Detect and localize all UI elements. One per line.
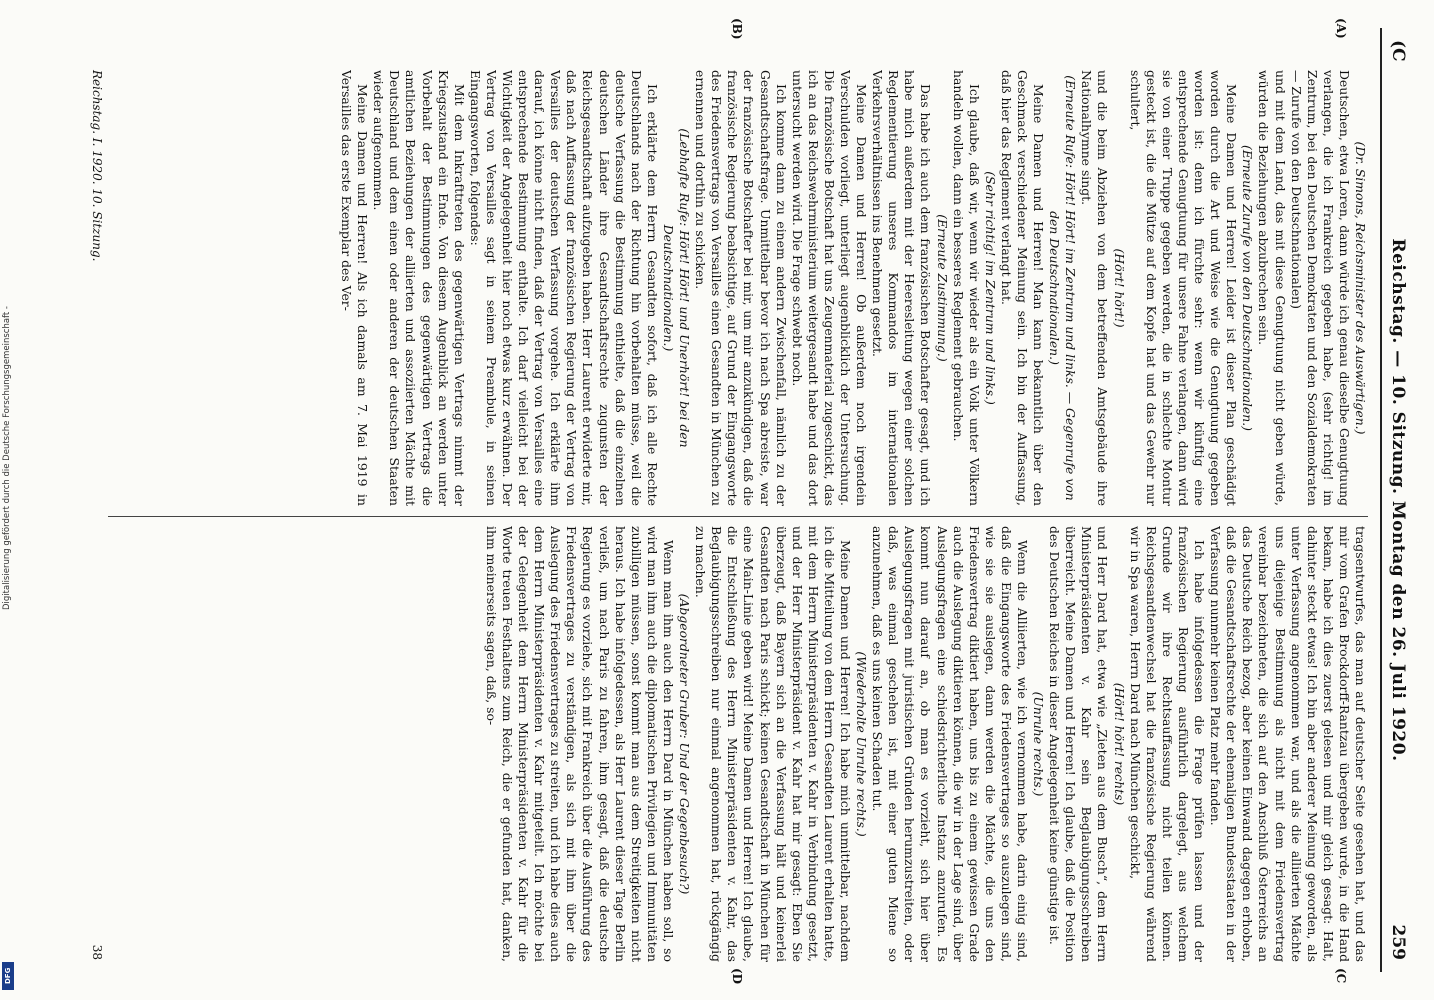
interjection: (Erneute Zustimmung.) bbox=[934, 214, 950, 362]
interjection: (Hört! hört!) bbox=[1111, 248, 1127, 328]
interjection: (Abgeordneter Gruber: Und der Gegenbesuch?) bbox=[677, 593, 693, 895]
paragraph: Wenn man ihm auch den Herrn Dard in München haben soll, so wird man ihm auch die diplomatischen Privilegien und Immunitäten zubilligen müssen, sonst kommt man aus dem Streitigkeiten nicht heraus. Ich habe infolgedessen, als Herr Laurent dieser Tage Berlin verließ, um nach Paris zu fahren, ihm gesagt, daß die deutsche Regierung es vorziehe, sich mit Frankreich über die Ausführung des Friedensvertrages zu verständigen, als sich mit ihm über die Auslegung des Friedensvertrages zu streiten, und ich habe dies auch dem Herrn Ministerpräsidenten v. Kahr mitgeteilt. Ich möchte bei der Gelegenheit dem Herrn Ministerpräsidenten v. Kahr für die Worte treuen Festhaltens zum Reich, die er gefunden hat, danken, ihm meinerseits sagen, daß, so- bbox=[483, 526, 676, 962]
paragraph: und die beim Abziehen von dem betreffenden Amtsgebäude ihre Nationalhymne singt. bbox=[1079, 70, 1111, 506]
interjection: (Lebhafte Rufe: Hört! Hört! und Unerhört! bei den Deutschnationalen.) bbox=[660, 128, 693, 448]
margin-mark-c: (C bbox=[1334, 968, 1348, 984]
page-footer-signature: Reichstag. I. 1920. 10. Sitzung. bbox=[90, 70, 104, 262]
header-title: Reichstag. — 10. Sitzung. Montag den 26. Juli 1920. bbox=[1388, 238, 1408, 762]
paragraph: und mit dem Land, das mit diese Genugtuung nicht geben würde, würden die Beziehungen abzubrechen sein. bbox=[1256, 70, 1288, 506]
paragraph: Mit dem Inkrafttreten des gegenwärtigen Vertrags nimmt der Kriegszustand ein Ende. Von diesem Augenblick an werden unter Vorbehalt der Bestimmungen des gegenwärtigen Vertrags die amtlichen Beziehungen der alliierten und assoziierten Mächte mit Deutschland und dem einen oder anderen der deutschen Staaten wieder aufgenommen. bbox=[371, 70, 467, 506]
header-rule bbox=[1380, 28, 1382, 972]
paragraph: Wenn die Alliierten, wie ich vernommen habe, darin einig sind, daß die Eingangsworte des Friedensvertrages so auszulegen sind, wie sie sie auslegen, dann werden die Mächte, die uns den Friedensvertrag diktiert haben, uns bis zu einem gewissen Grade auch die Auslegung diktieren können, die wir in der Lage sind, über Auslegungsfragen eine schiedsrichterliche Instanz anzurufen. Es kommt nun darauf an, ob man es vorzieht, sich hier über Auslegungsfragen mit juristischen Gründen herumzustreiten, oder daß, was einmal geschehen ist, mit einer guten Miene so anzunehmen, daß es uns keinen Schaden tut. bbox=[870, 526, 1031, 962]
interjection: (Sehr richtig! im Zentrum und links.) bbox=[982, 171, 998, 405]
interjection: (Erneute Zurufe von den Deutschnationalen.) bbox=[1240, 145, 1256, 431]
interjection: (Dr. Simons, Reichsminister des Auswärtigen.) bbox=[1353, 141, 1368, 435]
left-text-column bbox=[118, 70, 1368, 506]
margin-mark-b: (B) bbox=[730, 18, 744, 40]
page-footer-number: 38 bbox=[90, 944, 104, 960]
margin-mark-a: (A) bbox=[1334, 18, 1348, 39]
paragraph: Ich habe infolgedessen die Frage prüfen lassen und der französischen Regierung ausführlich dargelegt, aus welchem Grunde wir ihre Rechtsauffassung nicht teilen können. Reichsgesandtenwechsel hat die französische Regierung während wir in Spa waren, Herrn Dard nach München geschickt, bbox=[1127, 526, 1208, 962]
paragraph: tragsentwurfes, das man auf deutscher Seite gesehen hat, und das mir vom Grafen Brockdorff-Rantzau übergeben wurde, in die Hand bekam, habe ich dies zuerst gelesen und mir gleich gesagt: Halt, dahinter steckt etwas! Ich bin aber anderer Meinung geworden, als unter Verfassung angenommen war, und als die alliierten Mächte uns diejenige Bestimmung als nicht mit dem Friedensvertrag vereinbar bezeichneten, die sich auf den Anschluß Österreichs an das Deutsche Reich bezog, aber keinen Einwand dagegen erhoben, daß die Gesandtschaftsrechte der ehemaligen Bundesstaaten in der Verfassung nunmehr keinen Platz mehr fanden. bbox=[1208, 526, 1368, 962]
digitization-notice: Digitalisierung gefördert durch die Deutsche Forschungsgemeinschaft - bbox=[2, 306, 12, 610]
paragraph: Ich komme dann zu einem andern Zwischenfall, nämlich zu der Gesandtschaftsfrage. Unmittelbar bevor ich nach Spa abreiste, war der französische Botschafter bei mir, um mir anzukündigen, daß die französische Regierung beabsichtige, auf Grund der Eingangsworte des Friedensvertrags von Versailles einen Gesandten in München zu ernennen und dorthin zu schicken. bbox=[693, 70, 789, 506]
paragraph: Meine Damen und Herren! Ob außerdem noch irgendein Verschulden vorliegt, unterliegt augenblicklich der Untersuchung. Die französische Botschaft hat uns Zeugenmaterial zugeschickt, das ich an das Reichswehrministerium weitergesandt habe und das dort untersucht werden wird. Die Frage schwebt noch. bbox=[789, 70, 870, 506]
paragraph: Das habe ich auch dem französischen Botschafter gesagt, und ich habe mich außerdem mit der Heeresleitung wegen einer solchen Reglementierung unseres Kommandos im internationalen Verkehrsverhältnissen ins Benehmen gesetzt. bbox=[870, 70, 934, 506]
right-text-column bbox=[118, 526, 1368, 962]
interjection: (Hört! hört! rechts) bbox=[1111, 682, 1127, 806]
paragraph: Ich glaube, daß wir, wenn wir wieder als ein Volk unter Völkern handeln wollen, dann ein besseres Reglement gebrauchen. bbox=[950, 70, 982, 506]
paragraph: Ich erklärte dem Herrn Gesandten sofort, daß ich alle Rechte Deutschlands nach der Richtung hin vorbehalten müsse, weil die deutsche Verfassung die Bestimmung enthielte, daß die einzelnen deutschen Länder ihre Gesandtschaftsrechte zugunsten der Reichsgesandtschaft aufzugeben haben. Herr Laurent erwiderte mir, daß nach Auffassung der französischen Regierung der Vertrag von Versailles der deutschen Verfassung vorgehe. Ich erklärte ihm darauf, ich könne nicht finden, daß der Vertrag von Versailles eine entsprechende Bestimmung enthalte. Ich darf vielleicht bei der Wichtigkeit der Angelegenheit hier noch etwas kurz erwähnen. Der Vertrag von Versailles sagt in seinem Preambule, in seinen Eingangsworten, folgendes: bbox=[467, 70, 660, 506]
paragraph: und Herr Dard hat, etwa wie „Zieten aus dem Busch“, dem Herrn Ministerpräsidenten v. Kahr sein Beglaubigungsschreiben überreicht. Meine Damen und Herren! Ich glaube, daß die Position des Deutschen Reiches in dieser Angelegenheit keine günstige ist. bbox=[1047, 526, 1111, 962]
dfg-logo: DFG bbox=[2, 962, 14, 990]
paragraph: Meine Damen und Herren! Als ich damals am 7. Mai 1919 in Versailles das erste Exemplar des Ver- bbox=[339, 70, 371, 506]
column-divider bbox=[108, 516, 1368, 517]
paragraph: Meine Damen und Herren! Ich habe mich unmittelbar, nachdem ich die Mitteilung von dem Herrn Gesandten Laurent erhalten hatte, mit dem Herrn Ministerpräsidenten v. Kahr in Verbindung gesetzt, und der Herr Ministerpräsident v. Kahr hat mir gesagt: Eben Sie überzeugt, daß Bayern sich an die Verfassung hält und keinerlei Gesandten nach Paris schickt; keinen Gesandtschaft in München für eine Main-Linie geben wird! Meine Damen und Herren! Ich glaube, die Entschließung des Herrn Ministerpräsidenten v. Kahr, das Beglaubigungsschreiben nur einmal angenommen hat, rückgängig zu machen. bbox=[693, 526, 853, 962]
interjection: (Erneute Rufe: Hört! Hört! im Zentrum und links. — Gegenrufe von den Deutschnationalen.) bbox=[1047, 75, 1079, 501]
paragraph: Meine Damen und Herren! Man kann bekanntlich über den Geschmack verschiedener Meinung sein. Ich bin der Auffassung, daß hier das Reglement verlangt hat. bbox=[998, 70, 1047, 506]
page-header bbox=[1374, 0, 1434, 1000]
interjection: (Unruhe rechts.) bbox=[1031, 691, 1047, 797]
margin-mark-d: (D bbox=[730, 968, 744, 985]
interjection: (Wiederholte Unruhe rechts.) bbox=[854, 651, 870, 837]
page-number: 259 bbox=[1388, 924, 1408, 960]
header-margin-marker: (C bbox=[1388, 40, 1408, 62]
paragraph: Meine Damen und Herren! Leider ist dieser Plan geschädigt worden durch die Art und Weise wie die Genugtuung gegeben worden ist: denn ich fürchte sehr: wenn wir künftig eine entsprechende Genugtuung für unsere Fahne verlangen, dann wird sie von einer Truppe gegeben werden, die in schlechte Montur gesteckt ist, die die Mütze auf dem Kopfe hat und das Gewehr nur schultert, bbox=[1127, 70, 1240, 506]
paragraph: Deutschen, etwa Loren, dann würde ich genau dieselbe Genugtuung verlangen, die ich Frankreich gegeben habe, (sehr richtig! im Zentrum, bei den Deutschen Demokraten und den Sozialdemokraten — Zurufe von den Deutschnationalen) bbox=[1288, 70, 1352, 506]
